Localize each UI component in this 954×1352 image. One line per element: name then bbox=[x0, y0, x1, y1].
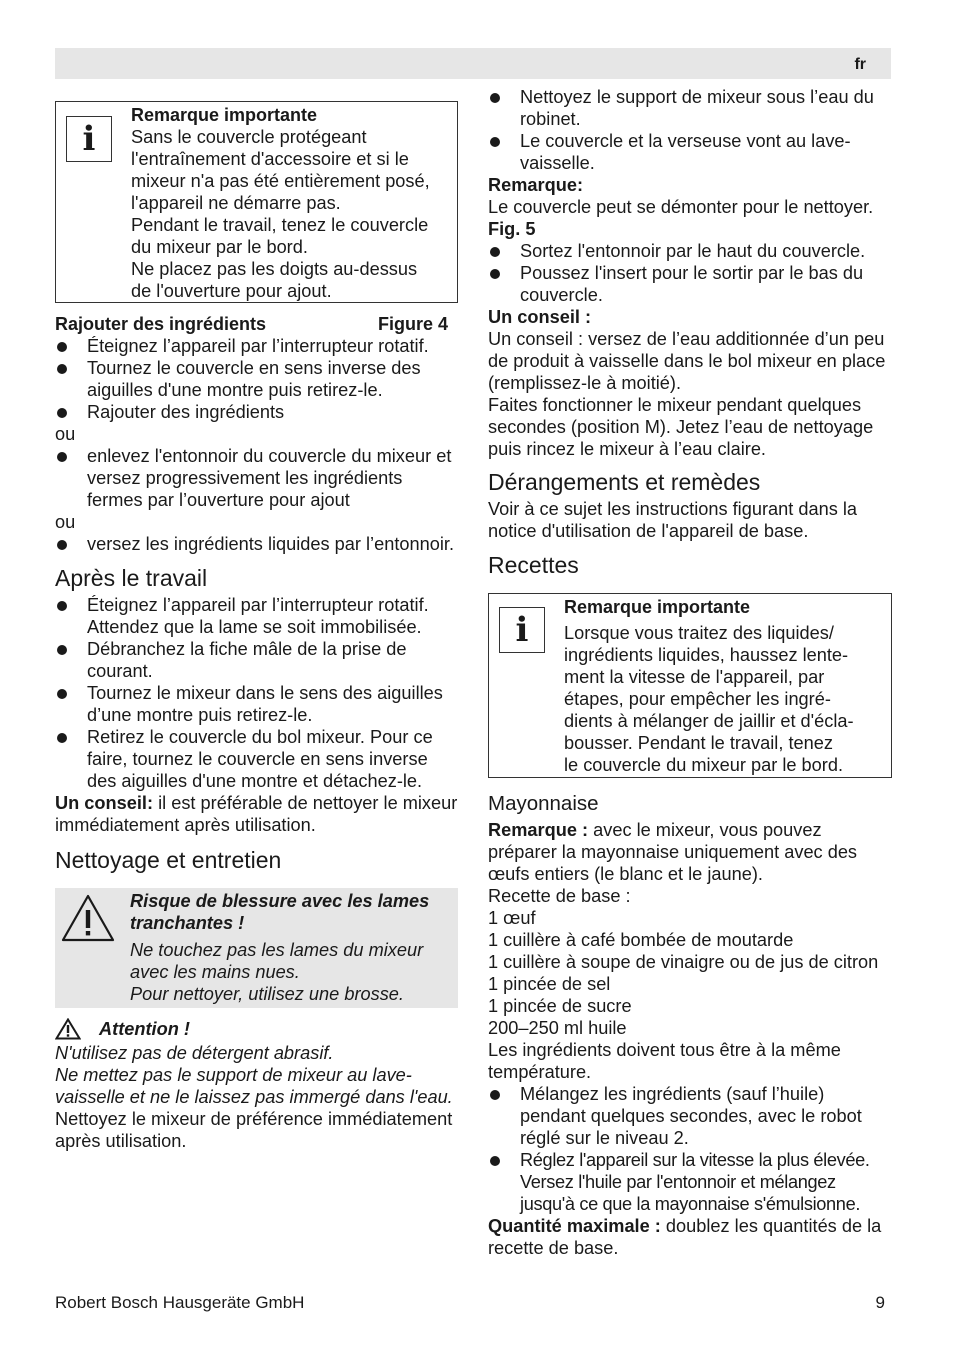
temperature-text: Les ingrédients doivent tous être à la même température. bbox=[488, 1040, 841, 1082]
info-icon: i bbox=[499, 607, 545, 653]
remark-label: Remarque: bbox=[488, 175, 584, 195]
note-line: Pendant le travail, tenez le couvercle bbox=[131, 215, 429, 235]
troubleshooting-heading: Dérangements et remèdes bbox=[488, 469, 761, 495]
warning-text: Pour nettoyer, utilisez une brosse. bbox=[130, 984, 404, 1004]
list-item: enlevez l'entonnoir du couvercle du mixeur et versez progressivement les ingrédients fermes par l’ouverture pour ajout bbox=[55, 445, 458, 511]
tip-text: Un conseil : versez de l’eau additionnée d’un peu de produit à vaisselle dans le bol mixeur en place (remplissez-le à moitié). bbox=[488, 329, 886, 393]
figure-ref: Figure 4 bbox=[377, 314, 448, 334]
troubleshooting-text: Voir à ce sujet les instructions figurant dans la notice d'utilisation de l'appareil de base. bbox=[488, 499, 857, 541]
note-line: bousser. Pendant le travail, tenez bbox=[564, 733, 833, 753]
note-title: Remarque importante bbox=[564, 597, 751, 617]
note-line: mixeur n'a pas été entièrement posé, bbox=[131, 171, 430, 191]
recipes-heading: Recettes bbox=[488, 552, 579, 578]
note-line: Sans le couvercle protégeant bbox=[131, 127, 367, 147]
right-column bbox=[488, 86, 892, 1259]
or-text: ou bbox=[55, 424, 76, 444]
max-label: Quantité maximale : bbox=[488, 1216, 661, 1236]
important-note-box bbox=[488, 593, 892, 778]
remark-label: Remarque : bbox=[488, 820, 589, 840]
note-line: l'entraînement d'accessoire et si le bbox=[131, 149, 409, 169]
ingredient-line: 200–250 ml huile bbox=[488, 1018, 627, 1038]
attention-text: Ne mettez pas le support de mixeur au lave-vaisselle et ne le laissez pas immergé dans l'eau. bbox=[55, 1065, 453, 1107]
note-line: l'appareil ne démarre pas. bbox=[131, 193, 341, 213]
list-item: Poussez l'insert pour le sortir par le bas du couvercle. bbox=[488, 262, 892, 306]
note-line: ment la vitesse de l'appareil, par bbox=[564, 667, 825, 687]
add-ingredients-section bbox=[55, 313, 458, 555]
list-item: Éteignez l’appareil par l’interrupteur rotatif. Attendez que la lame se soit immobilisée. bbox=[55, 594, 458, 638]
list-item: Débranchez la fiche mâle de la prise de courant. bbox=[55, 638, 458, 682]
note-line: ingrédients liquides, haussez lente- bbox=[564, 645, 849, 665]
max-text: doublez les quantités de la recette de base. bbox=[488, 1216, 882, 1258]
footer bbox=[55, 1292, 885, 1314]
important-note-box bbox=[55, 101, 458, 303]
mayonnaise-heading: Mayonnaise bbox=[488, 792, 599, 815]
list-item: Le couvercle et la verseuse vont au lave-vaisselle. bbox=[488, 130, 892, 174]
list-item: Réglez l'appareil sur la vitesse la plus élevée. Versez l'huile par l'entonnoir et mélangez jusqu'à ce que la mayonnaise s'émulsionne. bbox=[488, 1149, 892, 1215]
language-label: fr bbox=[854, 56, 866, 73]
page-number: 9 bbox=[875, 1293, 885, 1312]
left-column bbox=[55, 86, 458, 1152]
attention-row bbox=[55, 1018, 458, 1040]
remark-text: Le couvercle peut se démonter pour le nettoyer. bbox=[488, 197, 874, 217]
base-recipe-label: Recette de base : bbox=[488, 886, 631, 906]
after-work-heading: Après le travail bbox=[55, 565, 208, 591]
mayonnaise-remark bbox=[488, 819, 892, 885]
ingredient-line: 1 cuillère à café bombée de moutarde bbox=[488, 930, 794, 950]
tip-text: Faites fonctionner le mixeur pendant quelques secondes (position M). Jetez l’eau de nettoyage puis rincez le mixeur à l’eau claire. bbox=[488, 395, 874, 459]
list-item: versez les ingrédients liquides par l’entonnoir. bbox=[55, 533, 458, 555]
max-quantity bbox=[488, 1215, 892, 1259]
note-line: de l'ouverture pour ajout. bbox=[131, 281, 332, 301]
cleaning-heading: Nettoyage et entretien bbox=[55, 847, 282, 873]
list-item: Sortez l'entonnoir par le haut du couvercle. bbox=[488, 240, 892, 262]
note-title: Remarque importante bbox=[131, 105, 318, 125]
figure-ref: Fig. 5 bbox=[488, 219, 536, 239]
info-icon: i bbox=[66, 116, 112, 162]
warning-text: Ne touchez pas les lames du mixeur avec les mains nues. bbox=[130, 940, 424, 982]
attention-label: Attention ! bbox=[99, 1019, 190, 1039]
list-item: Tournez le mixeur dans le sens des aiguilles d’une montre puis retirez-le. bbox=[55, 682, 458, 726]
tip-label: Un conseil : bbox=[488, 307, 592, 327]
warning-triangle-icon bbox=[59, 892, 117, 944]
note-line: le couvercle du mixeur par le bord. bbox=[564, 755, 844, 775]
attention-icon bbox=[55, 1018, 81, 1040]
list-item: Rajouter des ingrédients bbox=[55, 401, 458, 423]
warning-box bbox=[55, 888, 458, 1008]
list-item: Mélangez les ingrédients (sauf l’huile) pendant quelques secondes, avec le robot réglé sur le niveau 2. bbox=[488, 1083, 892, 1149]
note-line: Lorsque vous traitez des liquides/ bbox=[564, 623, 834, 643]
ingredient-line: 1 pincée de sucre bbox=[488, 996, 632, 1016]
after-work-list bbox=[55, 594, 458, 792]
list-item: Retirez le couvercle du bol mixeur. Pour ce faire, tournez le couvercle en sens inverse des aiguilles d'une montre et détachez-le. bbox=[55, 726, 458, 792]
or-text: ou bbox=[55, 512, 76, 532]
note-line: étapes, pour empêcher les ingré- bbox=[564, 689, 831, 709]
tip-text: il est préférable de nettoyer le mixeur immédiatement après utilisation. bbox=[55, 793, 458, 835]
company-name: Robert Bosch Hausgeräte GmbH bbox=[55, 1293, 305, 1312]
list-item: Nettoyez le support de mixeur sous l’eau du robinet. bbox=[488, 86, 892, 130]
cleaning-text: Nettoyez le mixeur de préférence immédiatement après utilisation. bbox=[55, 1109, 453, 1151]
header-bar bbox=[55, 48, 891, 79]
warning-title: Risque de blessure avec les lames tranchantes ! bbox=[130, 891, 430, 933]
attention-text: N'utilisez pas de détergent abrasif. bbox=[55, 1043, 334, 1063]
note-line: dients à mélanger de jaillir et d'écla- bbox=[564, 711, 854, 731]
after-work-tip bbox=[55, 792, 458, 836]
ingredient-line: 1 œuf bbox=[488, 908, 536, 928]
add-ingredients-title: Rajouter des ingrédients bbox=[55, 314, 267, 334]
ingredient-line: 1 pincée de sel bbox=[488, 974, 611, 994]
note-line: Ne placez pas les doigts au-dessus bbox=[131, 259, 418, 279]
list-item: Éteignez l’appareil par l’interrupteur rotatif. bbox=[55, 335, 458, 357]
note-line: du mixeur par le bord. bbox=[131, 237, 308, 257]
tip-label: Un conseil: bbox=[55, 793, 154, 813]
list-item: Tournez le couvercle en sens inverse des aiguilles d'une montre puis retirez-le. bbox=[55, 357, 458, 401]
ingredient-line: 1 cuillère à soupe de vinaigre ou de jus de citron bbox=[488, 952, 879, 972]
remark-text: avec le mixeur, vous pouvez préparer la mayonnaise uniquement avec des œufs entiers (le blanc et le jaune). bbox=[488, 820, 858, 884]
